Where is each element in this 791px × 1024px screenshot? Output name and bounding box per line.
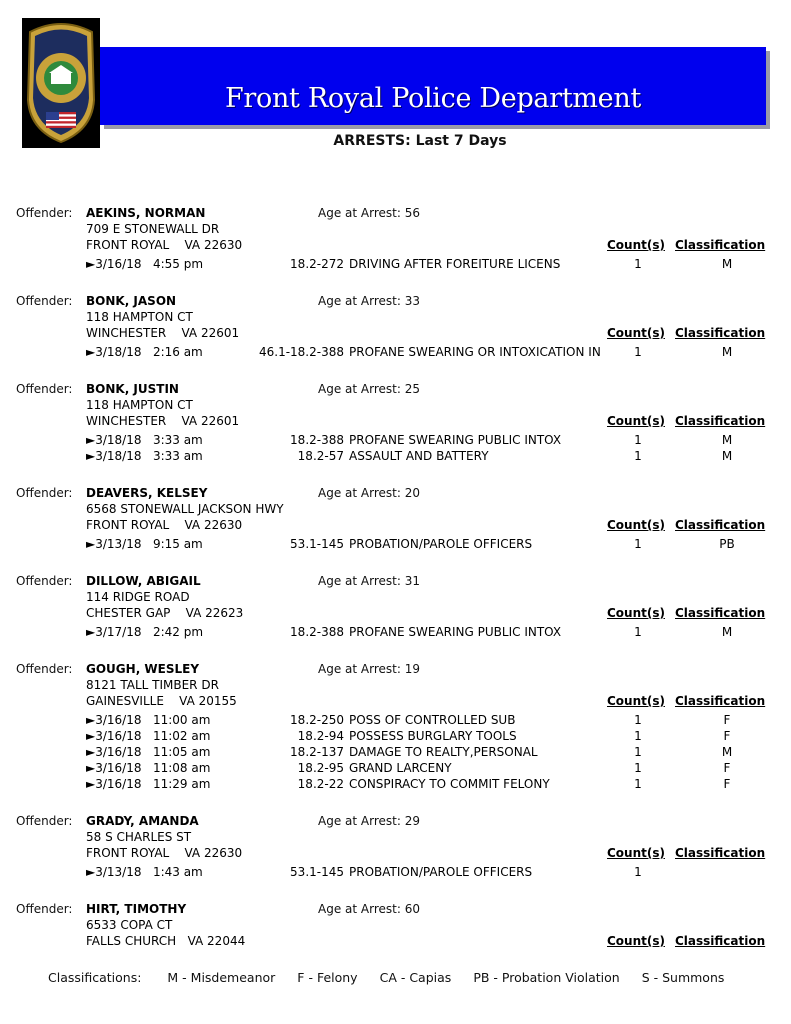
charge-datetime <box>86 432 203 448</box>
charge-row <box>0 864 791 880</box>
offender-name: HIRT, TIMOTHY <box>86 902 187 916</box>
offender-record <box>0 661 791 792</box>
charge-date: 3/16/18 11:05 am <box>95 745 211 759</box>
age-at-arrest <box>318 573 420 589</box>
arrow-icon: ► <box>86 257 96 271</box>
offender-name: BONK, JASON <box>86 294 177 308</box>
age-at-arrest <box>318 205 420 221</box>
offender-street: 709 E STONEWALL DR <box>86 222 220 236</box>
charge-count: 1 <box>634 625 642 639</box>
charge-classification: M <box>721 433 733 447</box>
count-header: Count(s) <box>607 326 665 340</box>
charge-description: GRAND LARCENY <box>349 761 452 775</box>
age-at-arrest <box>318 813 420 829</box>
police-badge-logo <box>22 18 100 148</box>
arrow-icon: ► <box>86 777 96 791</box>
charge-count: 1 <box>634 713 642 727</box>
legend-prefix: Classifications: <box>48 970 142 985</box>
offender-city-state: WINCHESTER VA 22601 <box>86 414 240 428</box>
offender-city-state: WINCHESTER VA 22601 <box>86 326 240 340</box>
legend-item: F - Felony <box>297 970 358 985</box>
age-value: 31 <box>404 574 420 588</box>
charge-classification: F <box>723 713 731 727</box>
charge-datetime <box>86 776 210 792</box>
charge-date: 3/16/18 11:29 am <box>95 777 211 791</box>
charge-row <box>0 448 791 464</box>
charge-count: 1 <box>634 449 642 463</box>
charge-code: 46.1-18.2-388 <box>258 345 344 359</box>
age-value: 56 <box>404 206 420 220</box>
charge-row <box>0 624 791 640</box>
classification-header: Classification <box>675 326 766 340</box>
address-line-2 <box>0 933 791 949</box>
charge-datetime <box>86 448 203 464</box>
charge-description: POSS OF CONTROLLED SUB <box>349 713 516 727</box>
charge-code: 18.2-22 <box>297 777 344 791</box>
offender-street: 8121 TALL TIMBER DR <box>86 678 219 692</box>
offender-record <box>0 573 791 640</box>
offender-record <box>0 381 791 464</box>
charge-classification: PB <box>719 537 735 551</box>
charge-row <box>0 536 791 552</box>
offender-city-state: CHESTER GAP VA 22623 <box>86 606 244 620</box>
offender-record <box>0 485 791 552</box>
charge-code: 18.2-95 <box>297 761 344 775</box>
offender-name: BONK, JUSTIN <box>86 382 179 396</box>
offender-street: 118 HAMPTON CT <box>86 310 193 324</box>
offender-city-state: FALLS CHURCH VA 22044 <box>86 934 246 948</box>
offender-city-state: FRONT ROYAL VA 22630 <box>86 846 243 860</box>
charge-row <box>0 256 791 272</box>
charge-count: 1 <box>634 745 642 759</box>
charge-row <box>0 744 791 760</box>
age-at-arrest <box>318 381 420 397</box>
age-label: Age at Arrest: <box>318 294 401 308</box>
offender-name: DEAVERS, KELSEY <box>86 486 208 500</box>
offender-name: GOUGH, WESLEY <box>86 662 200 676</box>
charge-code: 53.1-145 <box>290 537 344 551</box>
offender-label: Offender: <box>16 382 73 396</box>
classification-header: Classification <box>675 238 766 252</box>
offender-name-line <box>0 205 791 221</box>
address-line-2 <box>0 237 791 253</box>
charge-date: 3/18/18 3:33 am <box>95 433 203 447</box>
count-header: Count(s) <box>607 934 665 948</box>
count-header: Count(s) <box>607 846 665 860</box>
charge-row <box>0 728 791 744</box>
charge-date: 3/17/18 2:42 pm <box>95 625 204 639</box>
charge-datetime <box>86 624 203 640</box>
charge-description: PROBATION/PAROLE OFFICERS <box>349 865 533 879</box>
charge-classification: F <box>723 777 731 791</box>
charge-code: 53.1-145 <box>290 865 344 879</box>
age-value: 60 <box>404 902 420 916</box>
offender-name-line <box>0 813 791 829</box>
age-label: Age at Arrest: <box>318 662 401 676</box>
age-value: 20 <box>404 486 420 500</box>
charge-count: 1 <box>634 865 642 879</box>
charge-classification: M <box>721 257 733 271</box>
charge-description: ASSAULT AND BATTERY <box>349 449 489 463</box>
offender-name-line <box>0 901 791 917</box>
offender-city-state: FRONT ROYAL VA 22630 <box>86 238 243 252</box>
charge-count: 1 <box>634 761 642 775</box>
charge-count: 1 <box>634 433 642 447</box>
charge-classification: F <box>723 729 731 743</box>
legend-item: M - Misdemeanor <box>167 970 276 985</box>
offender-record <box>0 205 791 272</box>
classification-header: Classification <box>675 934 766 948</box>
address-line-2 <box>0 325 791 341</box>
age-value: 33 <box>404 294 420 308</box>
charge-row <box>0 344 791 360</box>
offender-record <box>0 293 791 360</box>
charge-classification: F <box>723 761 731 775</box>
legend-item: S - Summons <box>641 970 725 985</box>
legend-item: CA - Capias <box>379 970 452 985</box>
charge-date: 3/16/18 11:08 am <box>95 761 211 775</box>
charge-date: 3/13/18 9:15 am <box>95 537 203 551</box>
age-label: Age at Arrest: <box>318 486 401 500</box>
spacer <box>0 949 791 952</box>
charge-description: PROFANE SWEARING PUBLIC INTOX <box>349 433 562 447</box>
charge-code: 18.2-94 <box>297 729 344 743</box>
address-line-2 <box>0 605 791 621</box>
offender-name: AEKINS, NORMAN <box>86 206 206 220</box>
offender-label: Offender: <box>16 662 73 676</box>
age-label: Age at Arrest: <box>318 902 401 916</box>
offender-label: Offender: <box>16 206 73 220</box>
charge-code: 18.2-272 <box>290 257 344 271</box>
age-at-arrest <box>318 293 420 309</box>
age-value: 25 <box>404 382 420 396</box>
offender-label: Offender: <box>16 574 73 588</box>
charge-description: DRIVING AFTER FOREITURE LICENS <box>349 257 561 271</box>
count-header: Count(s) <box>607 238 665 252</box>
charge-classification: M <box>721 345 733 359</box>
offender-street: 118 HAMPTON CT <box>86 398 193 412</box>
age-at-arrest <box>318 485 420 501</box>
address-line-1 <box>0 501 791 517</box>
offender-name-line <box>0 485 791 501</box>
offender-name-line <box>0 573 791 589</box>
count-header: Count(s) <box>607 606 665 620</box>
report-subtitle: ARRESTS: Last 7 Days <box>333 133 507 149</box>
charge-code: 18.2-388 <box>290 433 344 447</box>
charge-classification: M <box>721 625 733 639</box>
charge-count: 1 <box>634 777 642 791</box>
arrest-records-list <box>0 205 791 973</box>
charge-description: PROFANE SWEARING PUBLIC INTOX <box>349 625 562 639</box>
police-badge-icon <box>22 18 100 148</box>
arrow-icon: ► <box>86 345 96 359</box>
address-line-1 <box>0 589 791 605</box>
age-label: Age at Arrest: <box>318 382 401 396</box>
age-label: Age at Arrest: <box>318 574 401 588</box>
age-at-arrest <box>318 661 420 677</box>
charge-classification: M <box>721 745 733 759</box>
address-line-2 <box>0 845 791 861</box>
charge-count: 1 <box>634 345 642 359</box>
offender-name-line <box>0 293 791 309</box>
charge-code: 18.2-57 <box>297 449 344 463</box>
age-value: 29 <box>404 814 420 828</box>
charge-code: 18.2-137 <box>290 745 344 759</box>
offender-city-state: GAINESVILLE VA 20155 <box>86 694 237 708</box>
charge-date: 3/16/18 4:55 pm <box>95 257 204 271</box>
address-line-1 <box>0 221 791 237</box>
offender-label: Offender: <box>16 902 73 916</box>
offender-street: 6533 COPA CT <box>86 918 173 932</box>
charge-row <box>0 776 791 792</box>
page-title: Front Royal Police Department <box>224 83 642 114</box>
charge-classification: M <box>721 449 733 463</box>
offender-label: Offender: <box>16 486 73 500</box>
offender-street: 58 S CHARLES ST <box>86 830 192 844</box>
classification-header: Classification <box>675 518 766 532</box>
charge-row <box>0 760 791 776</box>
classification-header: Classification <box>675 414 766 428</box>
count-header: Count(s) <box>607 518 665 532</box>
charge-datetime <box>86 760 210 776</box>
charge-datetime <box>86 744 210 760</box>
age-at-arrest <box>318 901 420 917</box>
classification-header: Classification <box>675 846 766 860</box>
charge-datetime <box>86 344 203 360</box>
charge-date: 3/13/18 1:43 am <box>95 865 203 879</box>
offender-name-line <box>0 381 791 397</box>
offender-record <box>0 901 791 952</box>
address-line-1 <box>0 397 791 413</box>
charge-description: CONSPIRACY TO COMMIT FELONY <box>349 777 550 791</box>
charge-code: 18.2-388 <box>290 625 344 639</box>
offender-name: GRADY, AMANDA <box>86 814 199 828</box>
age-label: Age at Arrest: <box>318 814 401 828</box>
charge-datetime <box>86 864 203 880</box>
offender-name-line <box>0 661 791 677</box>
address-line-1 <box>0 917 791 933</box>
charge-count: 1 <box>634 729 642 743</box>
charge-date: 3/18/18 3:33 am <box>95 449 203 463</box>
offender-city-state: FRONT ROYAL VA 22630 <box>86 518 243 532</box>
count-header: Count(s) <box>607 414 665 428</box>
charge-code: 18.2-250 <box>290 713 344 727</box>
header-banner <box>100 47 766 125</box>
offender-street: 114 RIDGE ROAD <box>86 590 190 604</box>
age-value: 19 <box>404 662 420 676</box>
charge-count: 1 <box>634 257 642 271</box>
arrow-icon: ► <box>86 449 96 463</box>
arrow-icon: ► <box>86 745 96 759</box>
arrow-icon: ► <box>86 729 96 743</box>
offender-street: 6568 STONEWALL JACKSON HWY <box>86 502 284 516</box>
arrow-icon: ► <box>86 433 96 447</box>
charge-date: 3/16/18 11:02 am <box>95 729 211 743</box>
charge-row <box>0 712 791 728</box>
charge-description: PROFANE SWEARING OR INTOXICATION IN <box>349 345 601 359</box>
offender-record <box>0 813 791 880</box>
charge-date: 3/18/18 2:16 am <box>95 345 203 359</box>
charge-date: 3/16/18 11:00 am <box>95 713 211 727</box>
charge-row <box>0 432 791 448</box>
arrow-icon: ► <box>86 713 96 727</box>
address-line-1 <box>0 677 791 693</box>
address-line-1 <box>0 829 791 845</box>
offender-name: DILLOW, ABIGAIL <box>86 574 201 588</box>
charge-datetime <box>86 536 203 552</box>
charge-description: POSSESS BURGLARY TOOLS <box>349 729 517 743</box>
charge-datetime <box>86 728 210 744</box>
legend-item: PB - Probation Violation <box>473 970 620 985</box>
charge-count: 1 <box>634 537 642 551</box>
charge-datetime <box>86 712 210 728</box>
address-line-2 <box>0 693 791 709</box>
count-header: Count(s) <box>607 694 665 708</box>
classification-header: Classification <box>675 694 766 708</box>
arrow-icon: ► <box>86 625 96 639</box>
arrow-icon: ► <box>86 537 96 551</box>
address-line-2 <box>0 413 791 429</box>
offender-label: Offender: <box>16 294 73 308</box>
charge-datetime <box>86 256 203 272</box>
charge-description: PROBATION/PAROLE OFFICERS <box>349 537 533 551</box>
arrow-icon: ► <box>86 865 96 879</box>
address-line-2 <box>0 517 791 533</box>
address-line-1 <box>0 309 791 325</box>
classification-header: Classification <box>675 606 766 620</box>
age-label: Age at Arrest: <box>318 206 401 220</box>
classification-legend <box>48 970 746 985</box>
offender-label: Offender: <box>16 814 73 828</box>
arrow-icon: ► <box>86 761 96 775</box>
charge-description: DAMAGE TO REALTY,PERSONAL <box>349 745 538 759</box>
